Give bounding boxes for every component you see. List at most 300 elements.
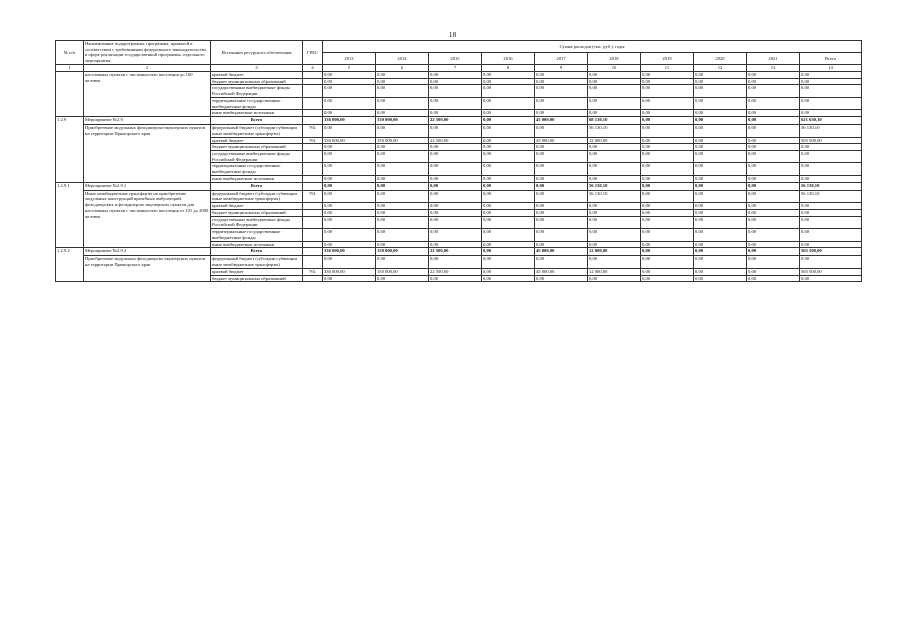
- value-cell: 0,00: [482, 275, 535, 282]
- total-value-cell: 45 000,00: [535, 248, 588, 256]
- value-cell: 0,00: [376, 216, 429, 228]
- value-cell: 0,00: [323, 71, 376, 78]
- header-year-cell: Всего: [800, 52, 862, 64]
- total-value-cell: 336 000,00: [323, 248, 376, 256]
- value-cell: 0,00: [535, 256, 588, 268]
- value-cell: 150 000,00: [376, 137, 429, 144]
- item-number: [56, 71, 84, 116]
- source-cell: государственные внебюджетные фонды Российской Федерации: [211, 216, 303, 228]
- table-row: [56, 256, 862, 268]
- value-cell: 0,00: [429, 175, 482, 182]
- value-cell: 0,00: [535, 110, 588, 117]
- grbs-cell: [303, 241, 323, 248]
- item-number: 1.2.9.2: [56, 248, 84, 282]
- value-cell: 0,00: [588, 209, 641, 216]
- value-cell: 0,00: [482, 163, 535, 175]
- column-number-cell: 2: [84, 64, 211, 71]
- value-cell: 0,00: [641, 229, 694, 241]
- value-cell: 0,00: [694, 175, 747, 182]
- value-cell: 0,00: [535, 163, 588, 175]
- value-cell: 0,00: [429, 110, 482, 117]
- source-cell: бюджет муниципальных образований: [211, 209, 303, 216]
- value-cell: 0,00: [694, 163, 747, 175]
- value-cell: 0,00: [429, 144, 482, 151]
- value-cell: 0,00: [323, 203, 376, 210]
- value-cell: 0,00: [535, 97, 588, 109]
- value-cell: 0,00: [535, 229, 588, 241]
- value-cell: 0,00: [800, 241, 862, 248]
- value-cell: 0,00: [323, 110, 376, 117]
- value-cell: 0,00: [694, 137, 747, 144]
- table-row: [56, 190, 862, 202]
- column-number-cell: 6: [376, 64, 429, 71]
- value-cell: 0,00: [429, 85, 482, 97]
- value-cell: 0,00: [323, 144, 376, 151]
- value-cell: 0,00: [694, 275, 747, 282]
- value-cell: 0,00: [588, 275, 641, 282]
- value-cell: 0,00: [747, 151, 800, 163]
- value-cell: 565 500,00: [800, 268, 862, 275]
- value-cell: 0,00: [323, 78, 376, 85]
- grbs-cell: [303, 78, 323, 85]
- value-cell: 0,00: [747, 209, 800, 216]
- source-cell: федеральный бюджет (субсидии субвенции иные межбюджетные трансферты): [211, 125, 303, 137]
- value-cell: 0,00: [588, 78, 641, 85]
- total-value-cell: 621 630,10: [800, 117, 862, 125]
- value-cell: 12 000,00: [588, 268, 641, 275]
- header-column-numbers: [56, 64, 862, 71]
- table-row-total: [56, 248, 862, 256]
- value-cell: 0,00: [535, 275, 588, 282]
- grbs-cell: [303, 275, 323, 282]
- total-value-cell: 150 000,00: [376, 117, 429, 125]
- item-number: 1.2.9: [56, 117, 84, 183]
- total-value-cell: 0,00: [641, 248, 694, 256]
- value-cell: 0,00: [588, 203, 641, 210]
- value-cell: 22 500,00: [429, 268, 482, 275]
- column-number-cell: 13: [747, 64, 800, 71]
- value-cell: 0,00: [482, 216, 535, 228]
- table-body: [56, 71, 862, 281]
- value-cell: 0,00: [482, 241, 535, 248]
- value-cell: 0,00: [482, 229, 535, 241]
- table-row: [56, 125, 862, 137]
- value-cell: 0,00: [588, 85, 641, 97]
- value-cell: 0,00: [747, 110, 800, 117]
- source-cell: иные внебюджетные источники: [211, 175, 303, 182]
- value-cell: 0,00: [747, 241, 800, 248]
- header-year-cell: 2021: [747, 52, 800, 64]
- value-cell: 0,00: [482, 85, 535, 97]
- value-cell: 0,00: [800, 151, 862, 163]
- value-cell: 0,00: [641, 163, 694, 175]
- source-cell: бюджет муниципальных образований: [211, 144, 303, 151]
- budget-table: [55, 40, 862, 282]
- total-value-cell: 0,00: [482, 248, 535, 256]
- value-cell: 0,00: [747, 144, 800, 151]
- value-cell: 0,00: [641, 203, 694, 210]
- value-cell: 45 000,00: [535, 137, 588, 144]
- total-value-cell: 0,00: [482, 117, 535, 125]
- value-cell: 0,00: [429, 163, 482, 175]
- value-cell: 0,00: [323, 216, 376, 228]
- column-number-cell: 12: [694, 64, 747, 71]
- value-cell: 0,00: [641, 151, 694, 163]
- value-cell: 0,00: [694, 190, 747, 202]
- total-value-cell: 0,00: [323, 182, 376, 190]
- value-cell: 0,00: [694, 78, 747, 85]
- value-cell: 0,00: [800, 275, 862, 282]
- value-cell: 0,00: [641, 175, 694, 182]
- value-cell: 0,00: [429, 125, 482, 137]
- value-cell: 0,00: [429, 190, 482, 202]
- value-cell: 56 130,10: [800, 190, 862, 202]
- value-cell: 0,00: [641, 78, 694, 85]
- value-cell: 22 500,00: [429, 137, 482, 144]
- value-cell: 0,00: [694, 216, 747, 228]
- value-cell: 45 000,00: [535, 268, 588, 275]
- item-title: Мероприятие №2.9.1: [84, 182, 211, 190]
- item-number: 1.2.9.1: [56, 182, 84, 248]
- value-cell: 0,00: [694, 268, 747, 275]
- source-cell: иные внебюджетные источники: [211, 110, 303, 117]
- value-cell: 0,00: [482, 144, 535, 151]
- source-cell: федеральный бюджет (субсидии субвенции иные межбюджетные трансферты): [211, 256, 303, 268]
- value-cell: 0,00: [535, 216, 588, 228]
- value-cell: 0,00: [588, 71, 641, 78]
- grbs-cell: [303, 256, 323, 268]
- value-cell: 0,00: [482, 256, 535, 268]
- value-cell: 0,00: [376, 175, 429, 182]
- header-num: № п/п: [56, 41, 84, 65]
- grbs-cell: [303, 229, 323, 241]
- value-cell: 0,00: [641, 125, 694, 137]
- value-cell: 0,00: [694, 256, 747, 268]
- total-value-cell: 0,00: [694, 182, 747, 190]
- source-cell: территориальные государственные внебюджетные фонды: [211, 229, 303, 241]
- value-cell: 0,00: [800, 175, 862, 182]
- value-cell: 0,00: [535, 78, 588, 85]
- value-cell: 0,00: [376, 85, 429, 97]
- total-value-cell: 45 000,00: [535, 117, 588, 125]
- value-cell: 0,00: [482, 209, 535, 216]
- value-cell: 0,00: [588, 256, 641, 268]
- value-cell: 0,00: [747, 85, 800, 97]
- source-cell: краевой бюджет: [211, 268, 303, 275]
- value-cell: 0,00: [641, 241, 694, 248]
- value-cell: 0,00: [535, 144, 588, 151]
- value-cell: 0,00: [694, 203, 747, 210]
- source-cell: краевой бюджет: [211, 137, 303, 144]
- grbs-cell: [303, 163, 323, 175]
- value-cell: 0,00: [800, 209, 862, 216]
- source-cell: бюджет муниципальных образований: [211, 78, 303, 85]
- header-year-cell: 2014: [376, 52, 429, 64]
- source-cell: иные внебюджетные источники: [211, 241, 303, 248]
- total-value-cell: 0,00: [641, 182, 694, 190]
- column-number-cell: 4: [303, 64, 323, 71]
- source-cell: государственные внебюджетные фонды Российской Федерации: [211, 151, 303, 163]
- value-cell: 0,00: [641, 190, 694, 202]
- value-cell: 0,00: [323, 125, 376, 137]
- header-year-cell: 2016: [482, 52, 535, 64]
- header-source: Источники ресурсного обеспечения: [211, 41, 303, 65]
- value-cell: 0,00: [429, 275, 482, 282]
- value-cell: 0,00: [800, 97, 862, 109]
- total-label: Всего: [211, 182, 303, 190]
- value-cell: 0,00: [482, 78, 535, 85]
- column-number-cell: 10: [588, 64, 641, 71]
- value-cell: 0,00: [694, 71, 747, 78]
- value-cell: 0,00: [641, 71, 694, 78]
- value-cell: 0,00: [429, 229, 482, 241]
- header-year-cell: 2020: [694, 52, 747, 64]
- value-cell: 0,00: [429, 78, 482, 85]
- value-cell: 0,00: [535, 85, 588, 97]
- value-cell: 0,00: [747, 125, 800, 137]
- value-cell: 0,00: [694, 209, 747, 216]
- source-cell: территориальные государственные внебюджетные фонды: [211, 163, 303, 175]
- value-cell: 0,00: [747, 97, 800, 109]
- header-year-cell: 2017: [535, 52, 588, 64]
- value-cell: 0,00: [747, 163, 800, 175]
- item-title: Мероприятие №2.9: [84, 117, 211, 125]
- value-cell: 0,00: [535, 125, 588, 137]
- value-cell: 0,00: [747, 203, 800, 210]
- value-cell: 0,00: [535, 175, 588, 182]
- value-cell: 0,00: [429, 71, 482, 78]
- header-year-cell: 2019: [641, 52, 694, 64]
- header-year-cell: 2013: [323, 52, 376, 64]
- value-cell: 0,00: [747, 190, 800, 202]
- value-cell: 0,00: [376, 97, 429, 109]
- value-cell: 0,00: [694, 125, 747, 137]
- value-cell: 0,00: [800, 229, 862, 241]
- value-cell: 0,00: [641, 137, 694, 144]
- value-cell: 0,00: [641, 85, 694, 97]
- grbs-cell: [303, 175, 323, 182]
- value-cell: 0,00: [535, 203, 588, 210]
- value-cell: 56 130,10: [588, 190, 641, 202]
- value-cell: 150 000,00: [376, 268, 429, 275]
- grbs-cell: [303, 97, 323, 109]
- page-number: 18: [448, 30, 457, 39]
- total-value-cell: 336 000,00: [323, 117, 376, 125]
- total-value-cell: 12 000,00: [588, 248, 641, 256]
- value-cell: 0,00: [482, 110, 535, 117]
- value-cell: 0,00: [482, 190, 535, 202]
- value-cell: 0,00: [429, 256, 482, 268]
- source-cell: государственные внебюджетные фонды Российской Федерации: [211, 85, 303, 97]
- value-cell: 0,00: [641, 216, 694, 228]
- grbs-cell: [303, 182, 323, 190]
- value-cell: 0,00: [376, 203, 429, 210]
- value-cell: 0,00: [641, 268, 694, 275]
- header-year-cell: 2015: [429, 52, 482, 64]
- value-cell: 0,00: [800, 110, 862, 117]
- grbs-cell: [303, 110, 323, 117]
- header-name: Наименование подпрограммы, программы, принятой в соответствии с требованиями федерального законодательства в сфере реализации государственной программы, отдельного мероприятия: [84, 41, 211, 65]
- value-cell: 0,00: [694, 241, 747, 248]
- value-cell: 0,00: [747, 175, 800, 182]
- value-cell: 0,00: [482, 71, 535, 78]
- total-value-cell: 565 500,00: [800, 248, 862, 256]
- value-cell: 0,00: [323, 229, 376, 241]
- value-cell: 0,00: [747, 78, 800, 85]
- value-cell: 0,00: [694, 85, 747, 97]
- total-value-cell: 0,00: [535, 182, 588, 190]
- value-cell: 0,00: [747, 137, 800, 144]
- value-cell: 0,00: [376, 144, 429, 151]
- value-cell: 56 130,10: [800, 125, 862, 137]
- value-cell: 0,00: [800, 78, 862, 85]
- value-cell: 0,00: [800, 71, 862, 78]
- value-cell: 0,00: [429, 151, 482, 163]
- value-cell: 0,00: [482, 268, 535, 275]
- column-number-cell: 1: [56, 64, 84, 71]
- value-cell: 0,00: [323, 85, 376, 97]
- total-value-cell: 22 500,00: [429, 248, 482, 256]
- total-value-cell: 22 500,00: [429, 117, 482, 125]
- value-cell: 12 000,00: [588, 137, 641, 144]
- value-cell: 0,00: [429, 216, 482, 228]
- value-cell: 0,00: [323, 175, 376, 182]
- value-cell: 0,00: [376, 241, 429, 248]
- total-value-cell: 150 000,00: [376, 248, 429, 256]
- column-number-cell: 14: [800, 64, 862, 71]
- value-cell: 0,00: [376, 125, 429, 137]
- item-description: Иные межбюджетные трансферты на приобретение модульных конструкций врачебных амбулаторий, фельдшерских и фельдшерско-акушерских пунктов для населенных пунктов с численностью населения от 101 до 2000 человек: [84, 190, 211, 248]
- header-sum: Сумма расходов (тыс. руб.), годы: [323, 41, 862, 53]
- value-cell: 0,00: [376, 78, 429, 85]
- value-cell: 56 130,10: [588, 125, 641, 137]
- grbs-cell: [303, 85, 323, 97]
- value-cell: 0,00: [376, 151, 429, 163]
- value-cell: 0,00: [376, 71, 429, 78]
- value-cell: 0,00: [429, 203, 482, 210]
- grbs-cell: [303, 144, 323, 151]
- value-cell: 0,00: [376, 209, 429, 216]
- value-cell: 0,00: [694, 144, 747, 151]
- header-grbs: ГРБС: [303, 41, 323, 65]
- value-cell: 0,00: [376, 275, 429, 282]
- grbs-cell: 761: [303, 137, 323, 144]
- value-cell: 0,00: [535, 71, 588, 78]
- column-number-cell: 7: [429, 64, 482, 71]
- item-description: Приобретение модульных фельдшерско-акушерских пунктов на территории Приморского края: [84, 256, 211, 282]
- value-cell: 336 000,00: [323, 268, 376, 275]
- value-cell: 0,00: [694, 110, 747, 117]
- value-cell: 0,00: [747, 216, 800, 228]
- total-value-cell: 0,00: [694, 117, 747, 125]
- total-label: Всего: [211, 117, 303, 125]
- value-cell: 0,00: [694, 97, 747, 109]
- value-cell: 0,00: [482, 97, 535, 109]
- value-cell: 0,00: [535, 241, 588, 248]
- column-number-cell: 3: [211, 64, 303, 71]
- total-value-cell: 56 130,10: [800, 182, 862, 190]
- total-value-cell: 68 130,10: [588, 117, 641, 125]
- item-description: населенных пунктов с численностью населения до 100 человек: [84, 71, 211, 116]
- value-cell: 0,00: [800, 163, 862, 175]
- value-cell: 0,00: [482, 203, 535, 210]
- value-cell: 0,00: [376, 163, 429, 175]
- value-cell: 0,00: [800, 216, 862, 228]
- value-cell: 0,00: [588, 241, 641, 248]
- source-cell: краевой бюджет: [211, 71, 303, 78]
- grbs-cell: 761: [303, 268, 323, 275]
- value-cell: 0,00: [323, 190, 376, 202]
- grbs-cell: [303, 216, 323, 228]
- value-cell: 0,00: [323, 163, 376, 175]
- value-cell: 0,00: [588, 229, 641, 241]
- total-value-cell: 0,00: [747, 117, 800, 125]
- value-cell: 0,00: [429, 97, 482, 109]
- value-cell: 0,00: [800, 203, 862, 210]
- table-row-total: [56, 182, 862, 190]
- value-cell: 0,00: [323, 151, 376, 163]
- grbs-cell: [303, 209, 323, 216]
- value-cell: 0,00: [747, 71, 800, 78]
- value-cell: 0,00: [376, 110, 429, 117]
- value-cell: 0,00: [641, 144, 694, 151]
- value-cell: 565 500,00: [800, 137, 862, 144]
- value-cell: 0,00: [323, 97, 376, 109]
- value-cell: 0,00: [588, 163, 641, 175]
- value-cell: 0,00: [641, 97, 694, 109]
- value-cell: 0,00: [482, 137, 535, 144]
- source-cell: территориальные государственные внебюджетные фонды: [211, 97, 303, 109]
- value-cell: 0,00: [588, 97, 641, 109]
- grbs-cell: [303, 117, 323, 125]
- value-cell: 0,00: [535, 151, 588, 163]
- value-cell: 0,00: [641, 110, 694, 117]
- value-cell: 0,00: [588, 110, 641, 117]
- grbs-cell: 761: [303, 125, 323, 137]
- value-cell: 0,00: [800, 144, 862, 151]
- source-cell: бюджет муниципальных образований: [211, 275, 303, 282]
- grbs-cell: [303, 151, 323, 163]
- column-number-cell: 5: [323, 64, 376, 71]
- grbs-cell: [303, 248, 323, 256]
- total-value-cell: 0,00: [641, 117, 694, 125]
- value-cell: 0,00: [800, 85, 862, 97]
- value-cell: 0,00: [747, 229, 800, 241]
- grbs-cell: [303, 71, 323, 78]
- total-value-cell: 0,00: [482, 182, 535, 190]
- column-number-cell: 8: [482, 64, 535, 71]
- value-cell: 0,00: [747, 268, 800, 275]
- value-cell: 0,00: [482, 125, 535, 137]
- value-cell: 0,00: [694, 151, 747, 163]
- value-cell: 0,00: [535, 190, 588, 202]
- grbs-cell: 761: [303, 190, 323, 202]
- value-cell: 336 000,00: [323, 137, 376, 144]
- total-value-cell: 56 130,10: [588, 182, 641, 190]
- value-cell: 0,00: [747, 256, 800, 268]
- value-cell: 0,00: [429, 209, 482, 216]
- grbs-cell: [303, 203, 323, 210]
- value-cell: 0,00: [535, 209, 588, 216]
- value-cell: 0,00: [694, 229, 747, 241]
- value-cell: 0,00: [323, 275, 376, 282]
- value-cell: 0,00: [482, 175, 535, 182]
- value-cell: 0,00: [376, 190, 429, 202]
- value-cell: 0,00: [323, 241, 376, 248]
- total-value-cell: 0,00: [376, 182, 429, 190]
- item-title: Мероприятие №2.9.2: [84, 248, 211, 256]
- item-description: Приобретение модульных фельдшерско-акушерских пунктов на территории Приморского края: [84, 125, 211, 183]
